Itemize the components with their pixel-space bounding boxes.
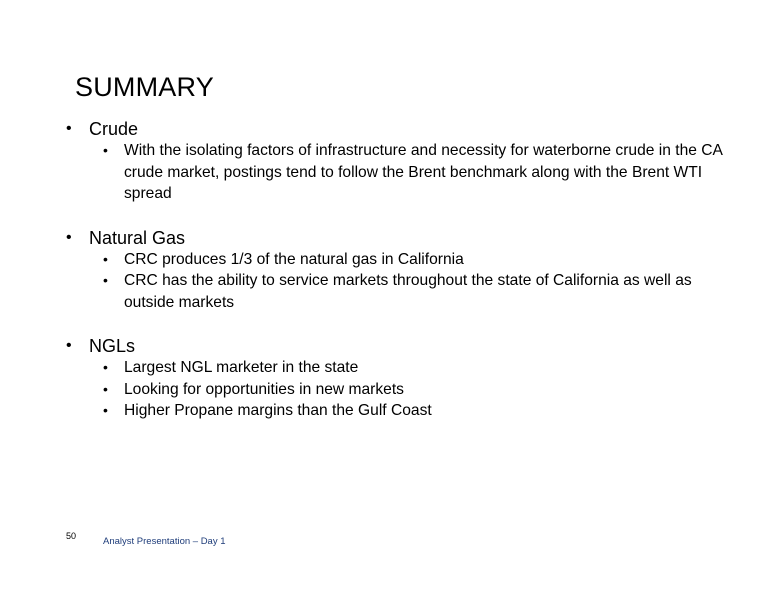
section-heading-text: Natural Gas bbox=[89, 227, 186, 248]
bullet-icon: • bbox=[103, 142, 108, 158]
list-item bbox=[0, 270, 776, 313]
list-item-text: With the isolating factors of infrastructure and necessity for waterborne crude in the CA crude market, postings tend to follow the Brent benchmark along with the Brent WTI spread bbox=[124, 142, 723, 202]
list-item bbox=[0, 140, 776, 205]
bullet-list bbox=[0, 357, 776, 422]
section-ngls bbox=[0, 335, 776, 422]
list-item bbox=[0, 400, 776, 422]
section-natural-gas bbox=[0, 227, 776, 314]
footer-text: Analyst Presentation – Day 1 bbox=[103, 536, 226, 547]
bullet-icon: • bbox=[103, 272, 108, 288]
list-item bbox=[0, 357, 776, 379]
list-item-text: CRC produces 1/3 of the natural gas in California bbox=[124, 250, 464, 268]
bullet-icon: • bbox=[66, 228, 72, 246]
list-item bbox=[0, 379, 776, 401]
slide-title: SUMMARY bbox=[75, 72, 214, 102]
bullet-icon: • bbox=[103, 380, 108, 397]
bullet-icon: • bbox=[103, 402, 108, 418]
list-item-text: CRC has the ability to service markets throughout the state of California as well as outside markets bbox=[124, 272, 692, 311]
section-heading-text: Crude bbox=[89, 119, 139, 139]
bullet-list bbox=[0, 140, 776, 205]
list-item-text: Looking for opportunities in new markets bbox=[124, 380, 404, 398]
page-number: 50 bbox=[66, 531, 77, 541]
bullet-icon: • bbox=[103, 359, 108, 375]
bullet-icon: • bbox=[66, 337, 72, 354]
list-item-text: Higher Propane margins than the Gulf Coast bbox=[124, 402, 432, 419]
bullet-list bbox=[0, 249, 776, 314]
bullet-icon: • bbox=[103, 250, 108, 267]
list-item-text: Largest NGL marketer in the state bbox=[124, 359, 359, 376]
section-heading bbox=[0, 118, 776, 140]
slide-content bbox=[0, 118, 776, 444]
bullet-icon: • bbox=[66, 120, 72, 137]
section-crude bbox=[0, 118, 776, 205]
list-item bbox=[0, 249, 776, 271]
section-heading bbox=[0, 335, 776, 357]
section-heading bbox=[0, 227, 776, 249]
section-heading-text: NGLs bbox=[89, 336, 136, 356]
